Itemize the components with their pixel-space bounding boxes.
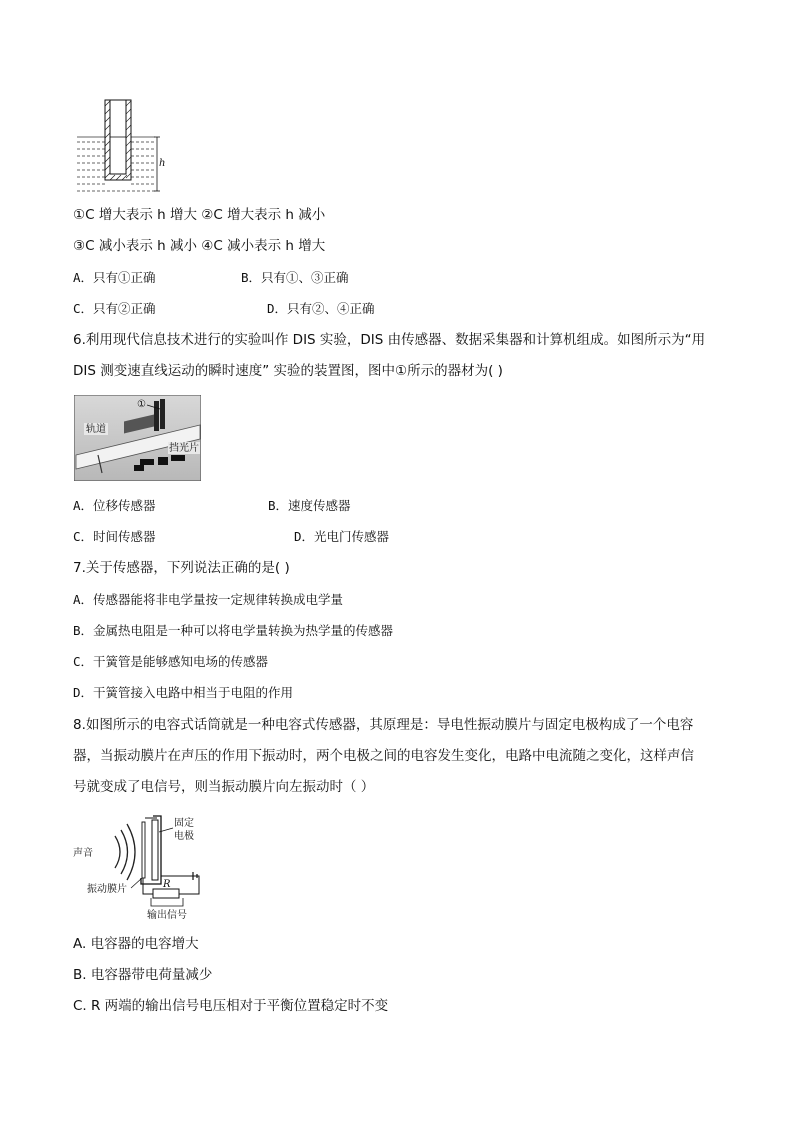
resistor-label: R (163, 879, 171, 890)
liquid-level-capacitor-figure (73, 96, 173, 196)
q8-option-a: A. 电容器的电容增大 (73, 936, 199, 952)
q5-option-b: B．只有①、③正确 (241, 270, 349, 285)
q7-option-b: B．金属热电阻是一种可以将电学量转换为热学量的传感器 (73, 623, 394, 638)
h-label: h (159, 158, 166, 169)
q7-option-a: A．传感器能将非电学量按一定规律转换成电学量 (73, 592, 344, 607)
q6-option-d: D．光电门传感器 (294, 529, 390, 544)
q5-statements-line1: ①C 增大表示 h 增大 ②C 增大表示 h 减小 (73, 207, 326, 223)
q8-stem-line3: 号就变成了电信号，则当振动膜片向左振动时（ ） (73, 779, 375, 795)
fixed-electrode-label-2: 电极 (174, 831, 194, 842)
q7-stem: 7.关于传感器，下列说法正确的是( ) (73, 560, 290, 576)
track-label: 轨道 (86, 424, 106, 435)
q8-stem-line2: 器，当振动膜片在声压的作用下振动时，两个电极之间的电容发生变化，电路中电流随之变化，这样声信 (73, 748, 694, 764)
capacitor-microphone-figure (73, 812, 213, 920)
q6-stem-line1: 6.利用现代信息技术进行的实验叫作 DIS 实验，DIS 由传感器、数据采集器和计算机组成。如图所示为“用 (73, 332, 706, 348)
shutter-label: 挡光片 (169, 443, 199, 454)
q6-stem-line2: DIS 测变速直线运动的瞬时速度” 实验的装置图，图中①所示的器材为( ) (73, 363, 503, 379)
marker-1-label: ① (137, 399, 146, 410)
q6-option-b: B．速度传感器 (268, 498, 351, 513)
output-signal-label: 输出信号 (147, 910, 187, 920)
q7-option-c: C．干簧管是能够感知电场的传感器 (73, 654, 269, 669)
diaphragm-label: 振动膜片 (87, 884, 127, 895)
q5-option-c: C．只有②正确 (73, 301, 156, 316)
q8-option-c: C. R 两端的输出信号电压相对于平衡位置稳定时不变 (73, 998, 389, 1014)
dis-apparatus-photo (74, 395, 201, 481)
q5-statements-line2: ③C 减小表示 h 减小 ④C 减小表示 h 增大 (73, 238, 326, 254)
sound-label: 声音 (73, 848, 93, 859)
q6-option-a: A．位移传感器 (73, 498, 156, 513)
q5-option-a: A．只有①正确 (73, 270, 156, 285)
q7-option-d: D．干簧管接入电路中相当于电阻的作用 (73, 685, 294, 700)
q8-option-b: B. 电容器带电荷量减少 (73, 967, 213, 983)
q5-option-d: D．只有②、④正确 (267, 301, 375, 316)
q6-option-c: C．时间传感器 (73, 529, 156, 544)
q8-stem-line1: 8.如图所示的电容式话筒就是一种电容式传感器，其原理是：导电性振动膜片与固定电极构成了一个电容 (73, 717, 694, 733)
fixed-electrode-label-1: 固定 (174, 818, 194, 829)
